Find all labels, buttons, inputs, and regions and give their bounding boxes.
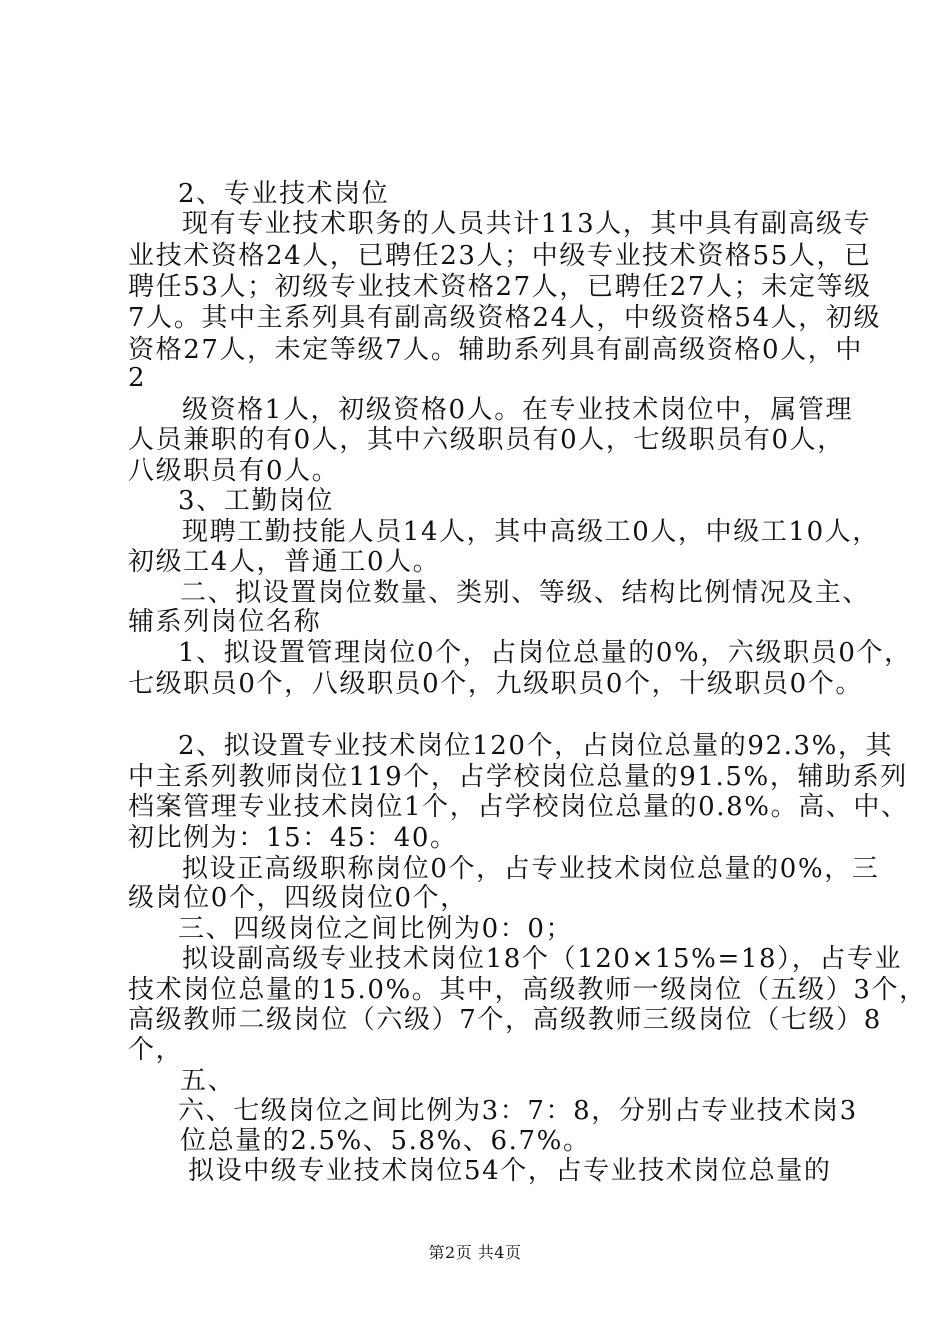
text-line: 三、四级岗位之间比例为0：0； [178,914,574,944]
text-line: 高级教师二级岗位（六级）7个，高级教师三级岗位（七级）8 [128,1005,882,1035]
text-line: 2、专业技术岗位 [178,179,390,209]
text-line: 级资格1人，初级资格0人。在专业技术岗位中，属管理 [182,395,854,425]
text-line: 二、拟设置岗位数量、类别、等级、结构比例情况及主、 [180,578,871,608]
text-line: 位总量的2.5%、5.8%、6.7%。 [180,1126,591,1156]
text-line: 六、七级岗位之间比例为3：7：8，分别占专业技术岗3 [178,1096,858,1126]
text-line: 拟设中级专业技术岗位54个，占专业技术岗位总量的 [188,1156,832,1186]
text-line: 拟设正高级职称岗位0个，占专业技术岗位总量的0%，三 [182,854,880,884]
text-line: 七级职员0个，八级职员0个，九级职员0个，十级职员0个。 [128,669,863,699]
text-line: 五、 [180,1066,236,1096]
text-line: 辅系列岗位名称 [128,607,322,637]
text-line: 档案管理专业技术岗位1个，占学校岗位总量的0.8%。高、中、 [128,792,909,822]
text-line: 1、拟设置管理岗位0个，占岗位总量的0%，六级职员0个， [178,638,912,668]
text-line: 业技术资格24人，已聘任23人；中级专业技术资格55人，已 [128,241,872,271]
text-line: 级岗位0个，四级岗位0个， [128,883,468,913]
text-line: 2、拟设置专业技术岗位120个，占岗位总量的92.3%，其 [178,731,894,761]
text-line: 个， [128,1035,184,1065]
page-number-footer: 第2页 共4页 [428,1243,522,1262]
text-line: 八级职员有0人。 [128,456,340,486]
text-line: 7人。其中主系列具有副高级资格24人，中级资格54人，初级 [128,303,882,333]
text-line: 2 [128,363,147,393]
text-line: 资格27人，未定等级7人。辅助系列具有副高级资格0人，中 [128,335,863,365]
text-line: 拟设副高级专业技术岗位18个（120×15%=18），占专业 [182,944,903,974]
text-line: 3、工勤岗位 [178,486,335,516]
text-line: 初比例为：15：45：40。 [128,823,458,853]
text-line: 中主系列教师岗位119个，占学校岗位总量的91.5%，辅助系列 [128,762,908,792]
text-line: 初级工4人，普通工0人。 [128,547,441,577]
text-line: 现有专业技术职务的人员共计113人，其中具有副高级专 [182,209,872,239]
text-line: 技术岗位总量的15.0%。其中，高级教师一级岗位（五级）3个， [128,975,927,1005]
text-line: 聘任53人；初级专业技术资格27人，已聘任27人；未定等级 [128,272,872,302]
text-line: 人员兼职的有0人，其中六级职员有0人，七级职员有0人， [128,425,845,455]
text-line: 现聘工勤技能人员14人，其中高级工0人，中级工10人， [182,517,880,547]
